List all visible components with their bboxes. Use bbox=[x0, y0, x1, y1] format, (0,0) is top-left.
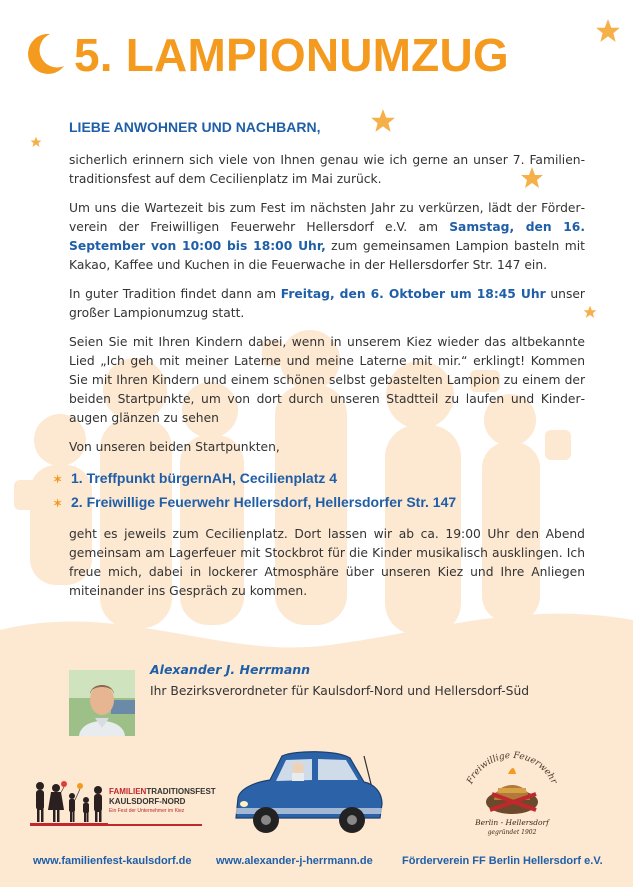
star-bullet-icon: ✶ bbox=[53, 498, 63, 510]
list-item bbox=[53, 491, 585, 515]
seal-arc-text: Freiwillige Feuerwehr bbox=[465, 750, 559, 786]
star-icon bbox=[595, 18, 621, 44]
person-photo bbox=[69, 670, 135, 736]
paragraph-text: unser großer Lampionumzug statt. bbox=[69, 287, 585, 320]
family-logo-title bbox=[109, 787, 216, 796]
signature-name: Alexander J. Herrmann bbox=[150, 662, 311, 677]
star-icon bbox=[583, 305, 597, 319]
family-logo-tagline: Ein Fest der Unternehmer im Kiez bbox=[109, 808, 185, 814]
family-logo-subtitle: KAULSDORF-NORD bbox=[109, 797, 186, 806]
star-icon bbox=[30, 136, 42, 148]
startpoint-label: 2. Freiwillige Feuerwehr Hellersdorf, Hellersdorfer Str. 147 bbox=[71, 494, 457, 510]
startpoint-list bbox=[53, 467, 585, 515]
footer-link-foerderverein[interactable]: Förderverein FF Berlin Hellersdorf e.V. bbox=[402, 855, 603, 867]
paragraph-song: Seien Sie mit Ihren Kindern dabei, wenn in unserem Kiez wieder das altbekannte Lied „Ich geh mit meiner Laterne und meine Laterne mit mir.“ erklingt! Kommen Sie mit Ihren Kindern und einem schönen selbst gebastelten Lampion zu einem der beiden Startpunkte, um von dort durch unseren Stadtteil zu laufen und Kinderaugen glänzen zu sehen bbox=[69, 335, 585, 425]
paragraph-startpoints: Von unseren beiden Startpunkten, bbox=[69, 440, 280, 454]
logo-divider bbox=[30, 824, 202, 826]
paragraph-parade bbox=[69, 285, 585, 323]
family-silhouette-icon bbox=[30, 780, 108, 824]
trabant-car bbox=[226, 742, 386, 842]
date-highlight: Samstag, den 16. September von 10:00 bis 18:00 Uhr, bbox=[69, 220, 585, 253]
paragraph-text: zum gemeinsamen Lampion basteln mit Kakao, Kaffee und Kuchen in die Feuerwache in der Hellersdorfer Str. 147 ein. bbox=[69, 239, 585, 272]
startpoint-label: 1. Treffpunkt bürgernAH, Cecilienplatz 4 bbox=[71, 470, 338, 486]
star-bullet-icon: ✶ bbox=[53, 474, 63, 486]
seal-founded: gegründet 1902 bbox=[487, 829, 537, 836]
signature-role: Ihr Bezirksverordneter für Kaulsdorf-Nord und Hellersdorf-Süd bbox=[150, 684, 530, 698]
page-title: 5. LAMPIONUMZUG bbox=[74, 29, 509, 81]
family-logo-title-a: FAMILIEN bbox=[109, 787, 147, 796]
greeting: LIEBE ANWOHNER UND NACHBARN, bbox=[69, 119, 321, 135]
family-logo-title-b: TRADITIONSFEST bbox=[146, 787, 216, 796]
list-item bbox=[53, 467, 585, 491]
footer-link-herrmann[interactable]: www.alexander-j-herrmann.de bbox=[216, 855, 373, 867]
paragraph-text: Um uns die Wartezeit bis zum Fest im nächsten Jahr zu verkürzen, lädt der Förderverein der Freiwilligen Feuerwehr Hellersdorf e.V. am bbox=[69, 201, 585, 234]
seal-city: Berlin - Hellersdorf bbox=[475, 818, 549, 827]
date-highlight: Freitag, den 6. Oktober um 18:45 Uhr bbox=[280, 287, 546, 301]
paragraph-invitation bbox=[69, 199, 585, 275]
family-logo bbox=[30, 778, 216, 828]
moon-icon bbox=[20, 30, 68, 78]
footer-link-familienfest[interactable]: www.familienfest-kaulsdorf.de bbox=[33, 855, 192, 867]
letter-body bbox=[53, 118, 585, 611]
paragraph-text: In guter Tradition findet dann am bbox=[69, 287, 281, 301]
paragraph-closing: geht es jeweils zum Cecilienplatz. Dort lassen wir ab ca. 19:00 Uhr den Abend gemeinsam am Lagerfeuer mit Stockbrot für die Kinder musikalisch ausklingen. Ich freue mich, dabei in lockerer Atmosphäre über unseren Kiez und Ihre Anliegen miteinander ins Gespräch zu kommen. bbox=[69, 527, 585, 598]
paragraph-intro: sicherlich erinnern sich viele von Ihnen genau wie ich gerne an unser 7. Familientraditionsfest auf dem Cecilienplatz im Mai zurück. bbox=[69, 153, 585, 186]
fire-brigade-seal bbox=[456, 744, 568, 840]
